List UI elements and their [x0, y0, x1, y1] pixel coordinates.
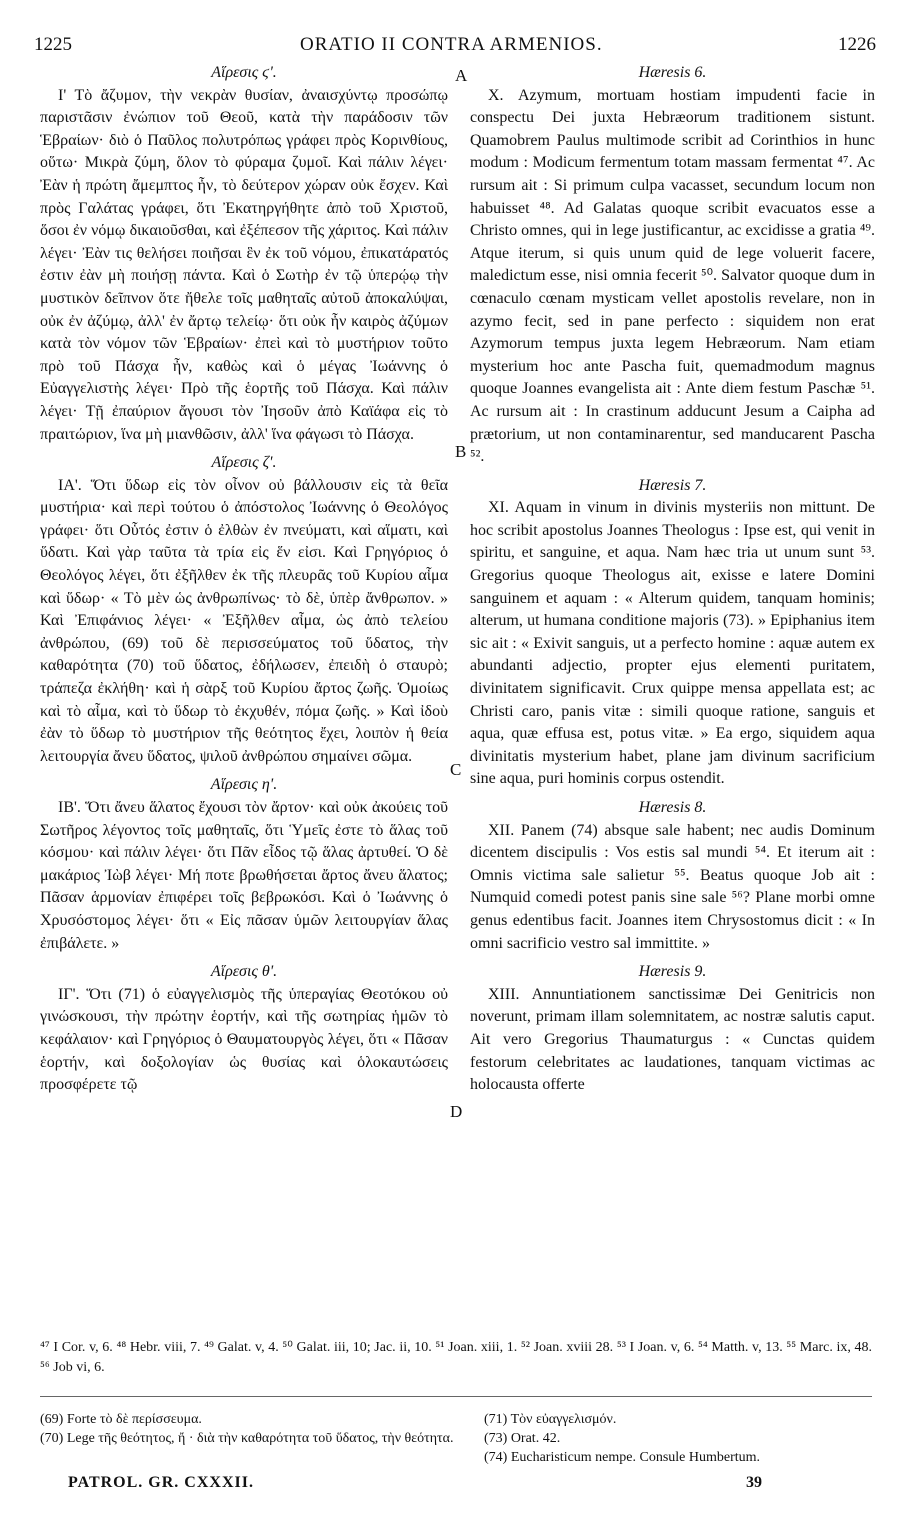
greek-heading-heresy-7: Αἵρεσις ζ'. [211, 454, 277, 472]
signature-number: 39 [746, 1474, 762, 1491]
latin-paragraph-heresy-6: X. Azymum, mortuam hostiam impudenti facie in conspectu Dei juxta Hebræorum traditionem sistunt. Quamobrem Paulus multimode scribit ad Corinthios in hunc modum : Modicum fermentum totam massam fermentat ⁴⁷. Ac rursum ait : Si primum culpa vacasset, secundum locum non habuisset ⁴⁸. Ad Galatas quoque scribit evacuatos esse a Christo omnes, qui in lege justificantur, ac excidisse a gratia ⁴⁹. Atque iterum, si quis unum quid de lege voluerit facere, maledictum esse, nisi omnia fecerit ⁵⁰. Salvator quoque dum in cœnaculo cœnam mysticam vellet apostolis revelare, non in azymo fecit, sed in pane perfecto : siquidem non erat Azymorum tempus juxta legem Hebræorum. Nam etiam mysterium hoc ante Pascha fuit, quemadmodum magnus quoque Joannes evangelista ait : Ante diem festum Paschæ ⁵¹. Ac rursum ait : In crastinum adducunt Jesum a Caipha ad prætorium, ut non contaminarentur, sed manducarent Pascha ⁵². [470, 86, 875, 466]
greek-paragraph-heresy-6: Ι' Τὸ ἄζυμον, τὴν νεκρὰν θυσίαν, ἀναισχύντῳ προσώπῳ παριστᾶσιν ἐνώπιον τοῦ Θεοῦ, κατὰ τὴν παράδοσιν τῶν Ἑβραίων· διὸ ὁ Παῦλος πολυτρόπως γράφει πρὸς Κορινθίους, οὕτω· Μικρὰ ζύμη, ὅλον τὸ φύραμα ζυμοῖ. Καὶ πάλιν λέγει· Ἐὰν ἡ πρώτη ἄμεμπτος ἦν, τὸ δεύτερον χώραν οὐκ ἔσχεν. Καὶ πρὸς Γαλάτας γράφει, ὅτι Ἐκατηργήθητε ἀπὸ τοῦ Χριστοῦ, ὅσοι ἐν νόμῳ δικαιοῦσθαι, καὶ ἐξέπεσον τῆς χάριτος. Καὶ πάλιν λέγει· Ἐὰν τις θελήσει ποιῆσαι ἓν ἐκ τοῦ νόμου, ἐπικατάρατός ἐστιν ἐὰν μὴ ποιήσῃ πάντα. Καὶ ὁ Σωτὴρ ἐν τῷ ὑπερῴῳ τὴν μυστικὸν δεῖπνον ὅτε ἤθελε τοῖς μαθηταῖς αὐτοῦ ἀποκαλύψαι, οὐκ ἐν ἀζύμῳ, ἀλλ' ἐν ἄρτῳ τελείῳ· ὅτι οὐκ ἦν καιρὸς ἀζύμων κατὰ τὸν νόμον τῶν Ἑβραίων· ἐπεὶ καὶ τὸ μυστήριον τοῦτο πρὸ τοῦ Πάσχα ἦν, καθὼς καὶ ὁ μέγας Ἰωάννης ὁ Εὐαγγελιστὴς λέγει· Πρὸ τῆς ἑορτῆς τοῦ Πάσχα. Καὶ πάλιν λέγει· Τῇ ἐπαύριον ἄγουσι τὸν Ἰησοῦν ἀπὸ Καϊάφα εἰς τὸ πραιτώριον, ἵνα μὴ μιανθῶσιν, ἀλλ' ἵνα φάγωσι τὸ Πάσχα. [40, 86, 448, 443]
latin-heading-heresy-7: Hæresis 7. [638, 476, 707, 494]
running-title: ORATIO II CONTRA ARMENIOS. [300, 34, 603, 55]
greek-paragraph-heresy-9: ΙΓ'. Ὅτι (71) ὁ εὐαγγελισμὸς τῆς ὑπεραγίας Θεοτόκου οὐ γινώσκουσι, τὴν πρώτην ἑορτήν, καὶ τῆς σωτηρίας ἡμῶν τὸ κεφάλαιον· καὶ Γρηγόριος ὁ Θαυματουργὸς λέγει, ὅτι « Πᾶσαν ἑορτήν, καὶ δοξολογίαν ὡς θυσίας καὶ ὁλοκαυτώσεις προσφέρετε τῷ [40, 985, 448, 1094]
latin-paragraph-heresy-8: XII. Panem (74) absque sale habent; nec audis Dominum dicentem discipulis : Vos estis sal mundi ⁵⁴. Et iterum ait : Omnis victima sale salietur ⁵⁵. Beatus quoque Job ait : Numquid comedi potest panis sine sale ⁵⁶? Plane morbi omne genus edentibus facit. Joannes item Chrysostomus dicit : « In omni sacrificio vestro sal immittite. » [470, 821, 875, 952]
greek-paragraph-heresy-7: ΙΑ'. Ὅτι ὕδωρ εἰς τὸν οἶνον οὐ βάλλουσιν εἰς τὰ θεῖα μυστήρια· καὶ περὶ τούτου ὁ ἀπόστολος Ἰωάννης ὁ Θεολόγος γράφει· ὅτι Οὗτός ἐστιν ὁ ἐλθὼν ἐν πνεύματι, καὶ αἵματι, καὶ ὕδατι. Καὶ γὰρ ταῦτα τὰ τρία εἰς ἕν εἰσι. Καὶ Γρηγόριος ὁ Θεολόγος λέγει, ὅτι ἐξῆλθεν ἐκ τῆς πλευρᾶς τοῦ Κυρίου αἷμα καὶ ὕδωρ· « Τὸ μὲν ὡς ἀνθρωπίνως· τὸ δὲ, ὑπὲρ ἄνθρωπον. » Καὶ Ἐπιφάνιος λέγει· « Ἐξῆλθεν αἷμα, ὡς ἀπὸ τελείου ἀνθρώπου, (69) τοῦ δὲ περισσεύματος τοῦ ὕδατος, τὴν καθαρότητα (70) τοῦ ὕδατος, ἐδήλωσεν, ἐπειδὴ ὁ σταυρὸ; τράπεζα ἐκλήθη· καὶ ἡ σὰρξ τοῦ Κυρίου ἄρτος ζωῆς. Ὁμοίως καὶ τὸ αἷμα, καὶ τὸ ὕδωρ τὸ ἐκχυθέν, πόμα ζωῆς. » Καὶ ἰδοὺ ἐὰν τὸ ὕδωρ τὸ μυστήριον τῆς θεότητος ἔχει, λοιπὸν ἡ θεία λειτουργία ἄνευ ὕδατος, ψιλοῦ ἀνθρώπου σημαίνει σῶμα. [40, 476, 448, 765]
latin-paragraph-heresy-9: XIII. Annuntiationem sanctissimæ Dei Genitricis non noverunt, primam illam solemnitatem, ac nostræ salutis caput. Ait vero Gregorius Thaumaturgus : « Cunctas quidem festorum celebritates ac laudationes, tanquam victimas ac holocausta offerte [470, 985, 875, 1094]
greek-heading-heresy-6: Αἵρεσις ϛ'. [211, 64, 277, 81]
greek-column [40, 62, 448, 1097]
volume-signature: PATROL. GR. CXXXII. [68, 1474, 254, 1491]
margin-letter-a: A [455, 66, 468, 85]
footnote-divider [40, 1396, 872, 1397]
latin-paragraph-heresy-7: XI. Aquam in vinum in divinis mysteriis non mittunt. De hoc scribit apostolus Joannes Theologus : Ipse est, qui venit in spiritu, et sanguine, et aqua. Nam hæc tria ut unum sunt ⁵³. Gregorius quoque Theologus ait, exisse e latere Domini sanguinem et aquam : « Alterum quidem, tanquam hominis; alterum, ut humana conditione majoris (73). » Epiphanius item sic ait : « Exivit sanguis, ut a perfecto homine : aquæ autem ex abundanti adjectio, propter ejus elementi puritatem, divinitatem significavit. Crux quippe mensa appellata est; ac Christi caro, panis vitæ : simili quoque ratione, sanguis et aqua, quæ effusa est, potus vitæ. » Ea ergo, siquidem aqua divinitatis mysterium habet, plane jam divinum sacrificium sine aqua, puri hominis corpus ostendit. [470, 499, 875, 788]
footnote: (69) Forte τὸ δὲ περίσσευμα. [40, 1412, 202, 1427]
footnotes-left [40, 1410, 460, 1448]
margin-letter-d: D [450, 1102, 463, 1121]
footnote: (71) Τὸν εὐαγγελισμόν. [484, 1412, 617, 1427]
footnote: (74) Eucharisticum nempe. Consule Humbertum. [484, 1450, 761, 1465]
latin-heading-heresy-9: Hæresis 9. [638, 963, 707, 981]
page-number-right: 1226 [838, 34, 876, 55]
latin-column [470, 62, 875, 1097]
scripture-references: ⁴⁷ I Cor. v, 6. ⁴⁸ Hebr. viii, 7. ⁴⁹ Galat. v, 4. ⁵⁰ Galat. iii, 10; Jac. ii, 10. ⁵¹ Joan. xiii, 1. ⁵² Joan. xviii 28. ⁵³ I Joan. v, 6. ⁵⁴ Matth. v, 13. ⁵⁵ Marc. ix, 48. ⁵⁶ Job vi, 6. [40, 1340, 872, 1375]
margin-letter-b: B [455, 442, 467, 461]
margin-letter-c: C [450, 760, 462, 779]
greek-heading-heresy-8: Αἵρεσις η'. [210, 776, 278, 794]
footnote: (70) Lege τῆς θεότητος, ἤ · διὰ τὴν καθαρότητα τοῦ ὕδατος, τὴν θεότητα. [40, 1431, 454, 1446]
latin-heading-heresy-8: Hæresis 8. [638, 799, 707, 816]
latin-heading-heresy-6: Hæresis 6. [638, 64, 707, 81]
greek-heading-heresy-9: Αἵρεσις θ'. [210, 963, 278, 981]
footnote: (73) Orat. 42. [484, 1431, 561, 1446]
greek-paragraph-heresy-8: ΙΒ'. Ὅτι ἄνευ ἅλατος ἔχουσι τὸν ἄρτον· καὶ οὐκ ἀκούεις τοῦ Σωτῆρος λέγοντος τοῖς μαθηταῖς, ὅτι Ὑμεῖς ἐστε τὸ ἅλας τοῦ κόσμου· καὶ πάλιν λέγει· ὅτι Πᾶν εἶδος τῷ ἅλας ἀρτυθεί. Ὁ δὲ μακάριος Ἰὼβ λέγει· Μή ποτε βρωθήσεται ἄρτος ἄνευ ἅλατος; Πᾶσαν ἁρμονίαν ἐπιφέρει τοῖς βεβρωκόσι. Καὶ ὁ Ἰωάννης ὁ Χρυσόστομος λέγει· ὅτι « Εἰς πᾶσαν ὑμῶν λειτουργίαν ἅλας ἐπιβάλετε. » [40, 799, 448, 952]
footnotes-right [484, 1410, 874, 1467]
page-number-left: 1225 [34, 34, 72, 55]
